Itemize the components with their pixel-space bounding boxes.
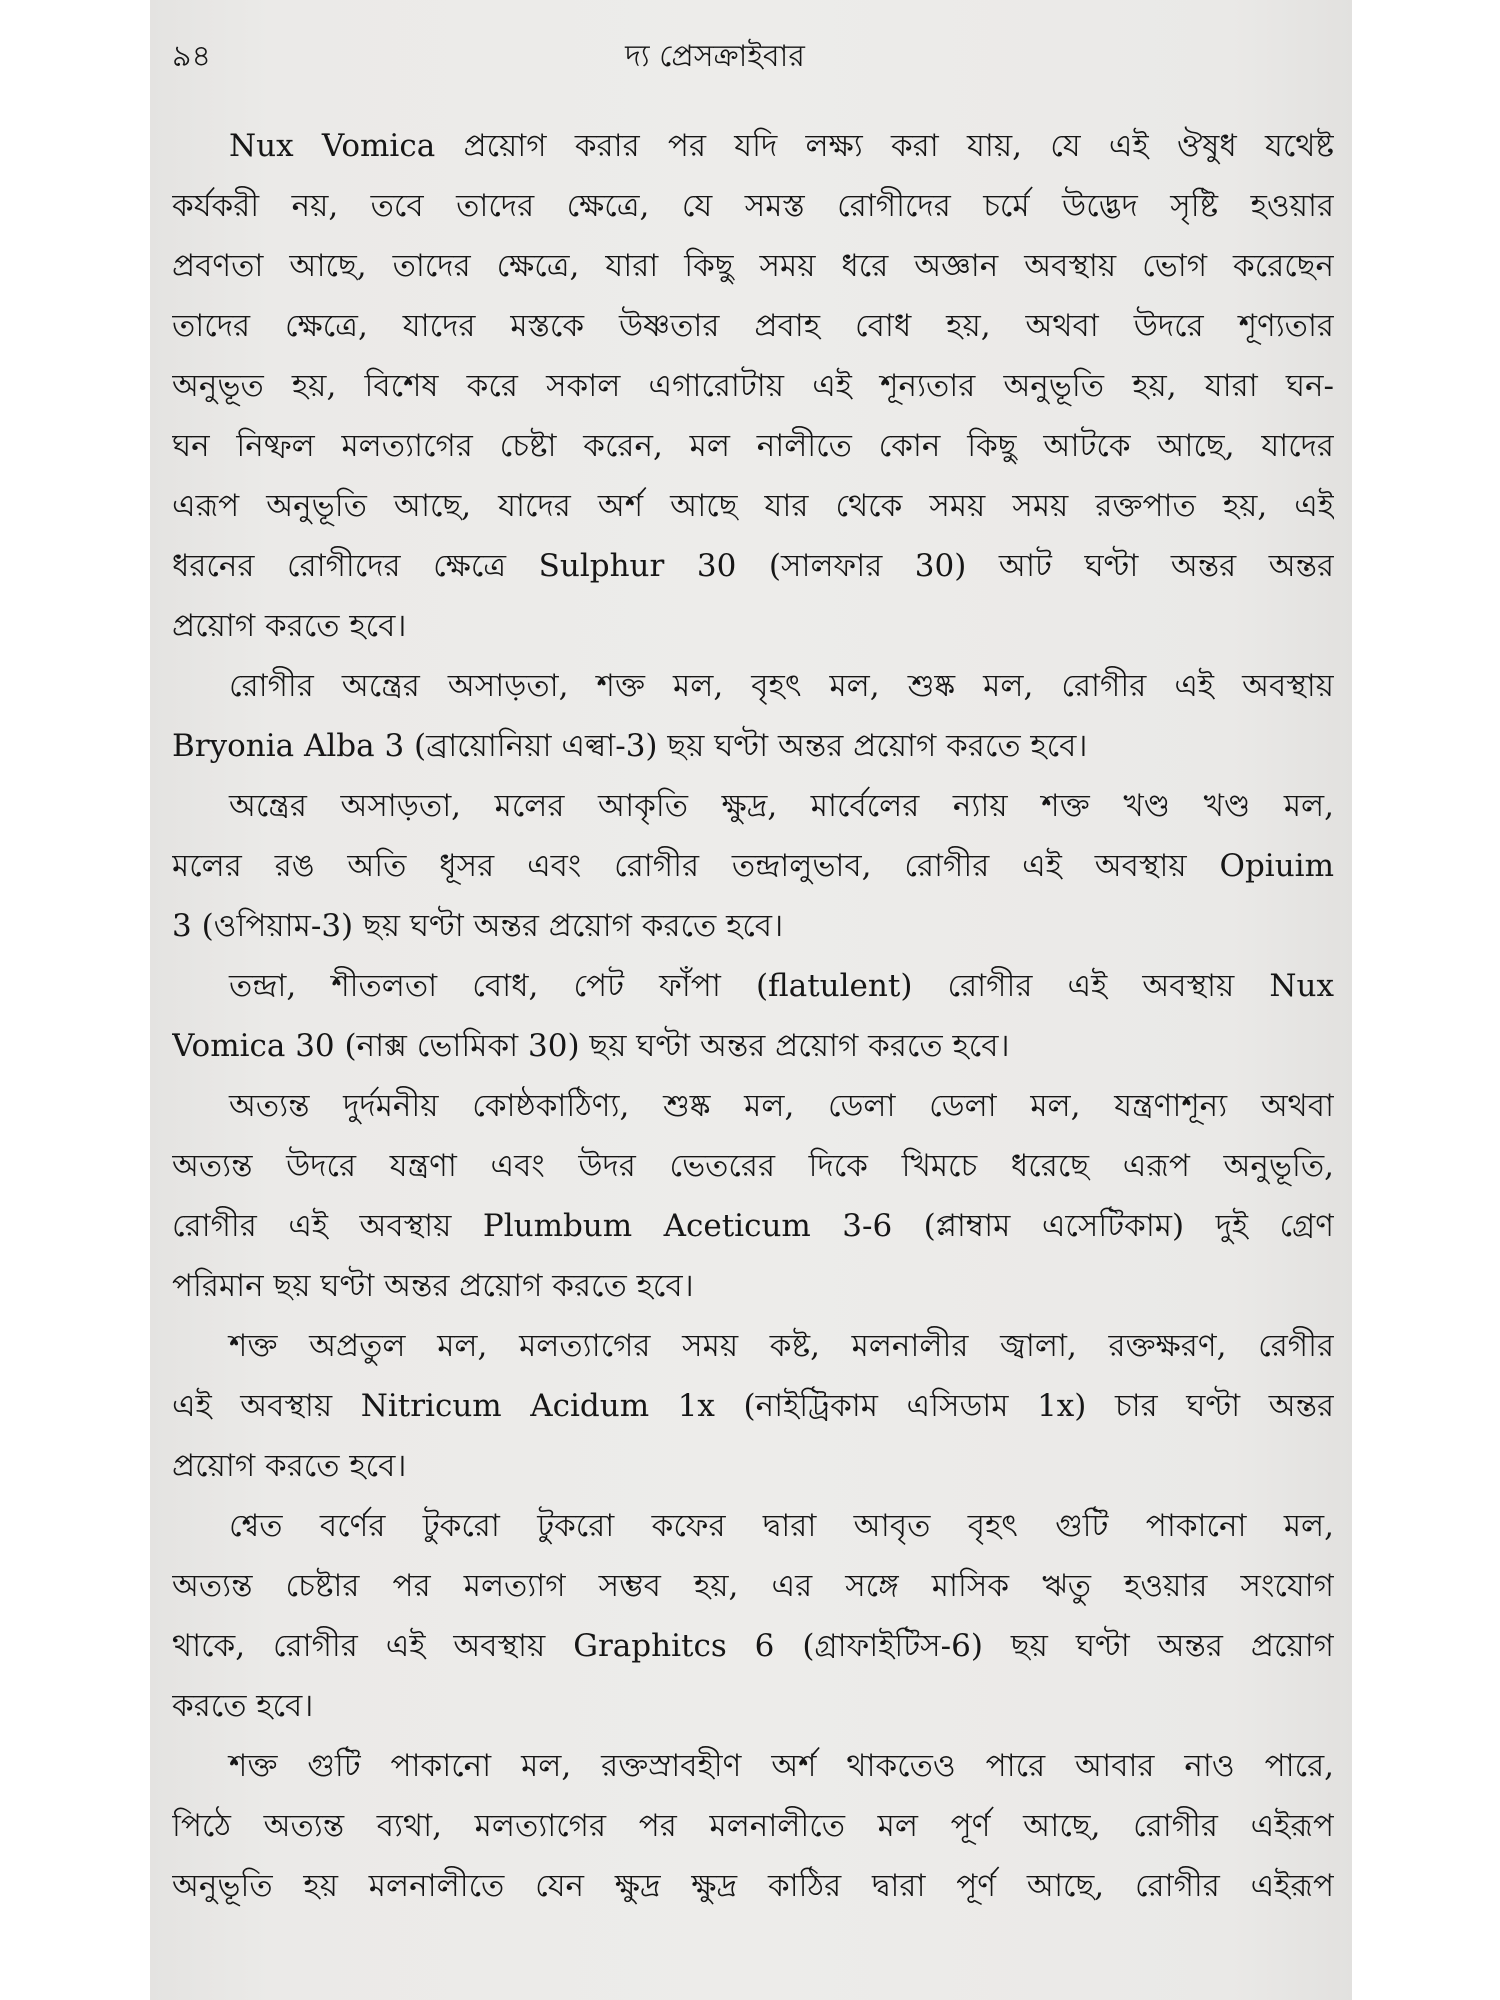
page-number: ৯৪	[172, 39, 211, 74]
text-line: অনুভূতি হয় মলনালীতে যেন ক্ষুদ্র ক্ষুদ্র কাঠির দ্বারা পূর্ণ আছে, রোগীর এইরূপ	[172, 1868, 1334, 1904]
paragraph	[172, 1496, 1334, 1736]
text-line: ঘন নিষ্ফল মলত্যাগের চেষ্টা করেন, মল নালীতে কোন কিছু আটকে আছে, যাদের	[172, 428, 1334, 464]
text-line: প্রয়োগ করতে হবে।	[172, 608, 407, 644]
paragraph	[172, 116, 1334, 656]
text-line: তাদের ক্ষেত্রে, যাদের মস্তকে উষ্ণতার প্রবাহ বোধ হয়, অথবা উদরে শূণ্যতার	[172, 308, 1334, 344]
text-line: কর্যকরী নয়, তবে তাদের ক্ষেত্রে, যে সমস্ত রোগীদের চর্মে উদ্ভেদ সৃষ্টি হওয়ার	[172, 188, 1334, 224]
text-line: করতে হবে।	[172, 1688, 314, 1724]
text-line: Bryonia Alba 3 (ব্রায়োনিয়া এল্বা-3) ছয় ঘণ্টা অন্তর প্রয়োগ করতে হবে।	[172, 728, 1088, 764]
text-line: রোগীর অন্ত্রের অসাড়তা, শক্ত মল, বৃহৎ মল, শুষ্ক মল, রোগীর এই অবস্থায়	[229, 668, 1334, 704]
text-line: পিঠে অত্যন্ত ব্যথা, মলত্যাগের পর মলনালীতে মল পূর্ণ আছে, রোগীর এইরূপ	[172, 1808, 1334, 1844]
paragraph	[172, 956, 1334, 1076]
paragraph	[172, 776, 1334, 956]
text-line: শক্ত অপ্রতুল মল, মলত্যাগের সময় কষ্ট, মলনালীর জ্বালা, রক্তক্ষরণ, রেগীর	[229, 1328, 1334, 1364]
paragraph	[172, 1736, 1334, 1916]
text-line: এরূপ অনুভূতি আছে, যাদের অর্শ আছে যার থেকে সময় সময় রক্তপাত হয়, এই	[172, 488, 1334, 524]
text-line: পরিমান ছয় ঘণ্টা অন্তর প্রয়োগ করতে হবে।	[172, 1268, 694, 1304]
text-line: ধরনের রোগীদের ক্ষেত্রে Sulphur 30 (সালফার 30) আট ঘণ্টা অন্তর অন্তর	[172, 548, 1334, 584]
text-line: রোগীর এই অবস্থায় Plumbum Aceticum 3-6 (প্লাম্বাম এসেটিকাম) দুই গ্রেণ	[172, 1208, 1334, 1244]
text-line: Nux Vomica প্রয়োগ করার পর যদি লক্ষ্য করা যায়, যে এই ঔষুধ যথেষ্ট	[229, 128, 1334, 164]
text-line: অত্যন্ত চেষ্টার পর মলত্যাগ সম্ভব হয়, এর সঙ্গে মাসিক ঋতু হওয়ার সংযোগ	[172, 1568, 1334, 1604]
paragraph	[172, 1076, 1334, 1316]
text-line: তন্দ্রা, শীতলতা বোধ, পেট ফাঁপা (flatulent) রোগীর এই অবস্থায় Nux	[229, 968, 1334, 1004]
body-text	[172, 116, 1334, 1916]
running-title: দ্য প্রেসক্রাইবার	[625, 39, 805, 74]
text-line: প্রবণতা আছে, তাদের ক্ষেত্রে, যারা কিছু সময় ধরে অজ্ঞান অবস্থায় ভোগ করেছেন	[172, 248, 1334, 284]
text-line: অত্যন্ত উদরে যন্ত্রণা এবং উদর ভেতরের দিকে খিমচে ধরেছে এরূপ অনুভূতি,	[172, 1148, 1334, 1184]
text-line: অন্ত্রের অসাড়তা, মলের আকৃতি ক্ষুদ্র, মার্বেলের ন্যায় শক্ত খণ্ড খণ্ড মল,	[229, 788, 1334, 824]
text-line: অত্যন্ত দুর্দমনীয় কোষ্ঠকাঠিণ্য, শুষ্ক মল, ডেলা ডেলা মল, যন্ত্রণাশূন্য অথবা	[229, 1088, 1334, 1124]
text-line: প্রয়োগ করতে হবে।	[172, 1448, 407, 1484]
paragraph	[172, 1316, 1334, 1496]
text-line: মলের রঙ অতি ধূসর এবং রোগীর তন্দ্রালুভাব, রোগীর এই অবস্থায় Opiuim	[172, 848, 1334, 884]
book-page	[150, 0, 1352, 2000]
text-line: 3 (ওপিয়াম-3) ছয় ঘণ্টা অন্তর প্রয়োগ করতে হবে।	[172, 908, 784, 944]
text-line: শক্ত গুটি পাকানো মল, রক্তস্রাবহীণ অর্শ থাকতেও পারে আবার নাও পারে,	[229, 1748, 1334, 1784]
text-line: অনুভূত হয়, বিশেষ করে সকাল এগারোটায় এই শূন্যতার অনুভূতি হয়, যারা ঘন-	[172, 368, 1334, 404]
paragraph	[172, 656, 1334, 776]
text-line: এই অবস্থায় Nitricum Acidum 1x (নাইট্রিকাম এসিডাম 1x) চার ঘণ্টা অন্তর	[172, 1388, 1334, 1424]
text-line: Vomica 30 (নাক্স ভোমিকা 30) ছয় ঘণ্টা অন্তর প্রয়োগ করতে হবে।	[172, 1028, 1010, 1064]
text-line: থাকে, রোগীর এই অবস্থায় Graphitcs 6 (গ্রাফাইটিস-6) ছয় ঘণ্টা অন্তর প্রয়োগ	[172, 1628, 1334, 1664]
text-line: শ্বেত বর্ণের টুকরো টুকরো কফের দ্বারা আবৃত বৃহৎ গুটি পাকানো মল,	[229, 1508, 1334, 1544]
